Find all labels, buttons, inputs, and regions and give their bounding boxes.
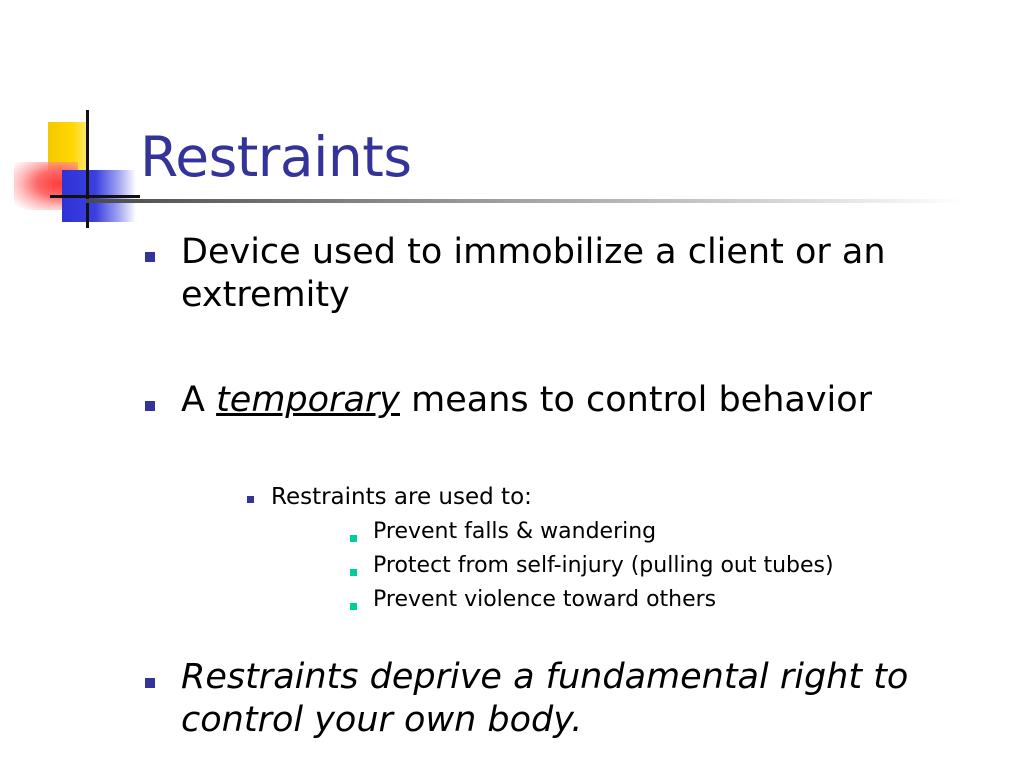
sub-sub-bullet-3: Prevent violence toward others [373, 587, 717, 612]
bullet-2-suffix: means to control behavior [400, 380, 873, 420]
bullet-square-icon [145, 401, 155, 411]
sub-sub-bullet-1: Prevent falls & wandering [373, 519, 657, 544]
bullet-1: Device used to immobilize a client or an extremity [181, 232, 886, 315]
sub-bullet-square-icon [247, 496, 254, 503]
bullet-square-icon [145, 678, 155, 688]
bullet-2-emphasis: temporary [216, 380, 400, 420]
bullet-square-icon [145, 252, 155, 262]
decorative-logo [0, 0, 140, 240]
vertical-line [86, 110, 89, 228]
sub-sub-bullet-square-icon [350, 603, 357, 610]
title-underline [86, 199, 966, 203]
slide-title: Restraints [140, 125, 412, 189]
bullet-3: Restraints deprive a fundamental right to control your own body. [181, 657, 909, 740]
sub-sub-bullet-square-icon [350, 569, 357, 576]
sub-bullet: Restraints are used to: [271, 484, 532, 510]
sub-sub-bullet-2: Protect from self-injury (pulling out tubes) [373, 553, 834, 578]
bullet-2 [181, 379, 961, 422]
horizontal-line [50, 195, 140, 198]
bullet-2-prefix: A [181, 380, 217, 420]
sub-sub-bullet-square-icon [350, 535, 357, 542]
